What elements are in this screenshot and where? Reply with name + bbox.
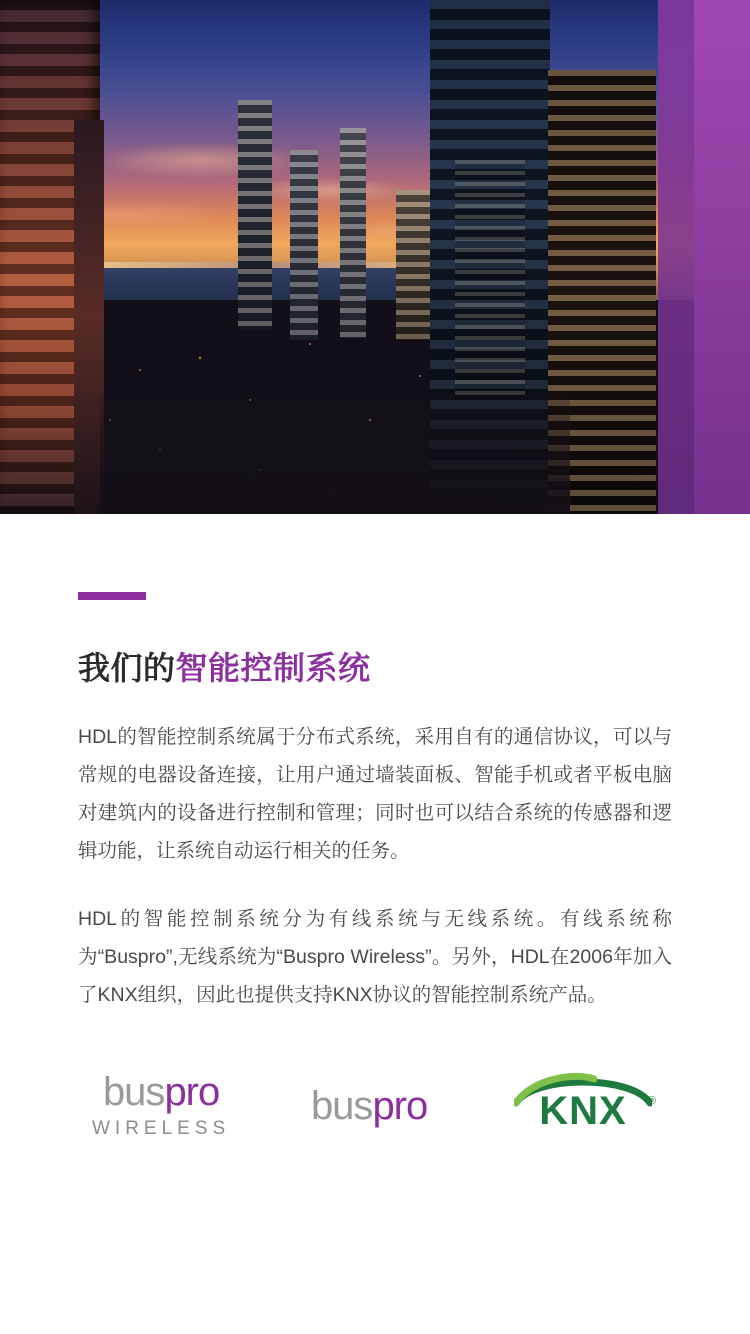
logo-row (78, 1069, 672, 1140)
skyscraper-a (238, 100, 272, 330)
buspro-word-bus: bus (310, 1083, 373, 1128)
buspro-wireless-subtitle: WIRELESS (92, 1117, 231, 1139)
buspro-wireless-word-bus: bus (102, 1069, 165, 1114)
body-paragraph-1: HDL的智能控制系统属于分布式系统，采用自有的通信协议，可以与常规的电器设备连接，让用户通过墙装面板、智能手机或者平板电脑对建筑内的设备进行控制和管理；同时也可以结合系统的传感器和逻辑功能，让系统自动运行相关的任务。 (78, 725, 672, 862)
skyscraper-center-glass (455, 160, 525, 400)
foreground-rooftops (100, 394, 570, 514)
knx-wordmark: KNX (539, 1088, 627, 1133)
buspro-wireless-wordmark (92, 1069, 230, 1114)
buspro-wordmark (310, 1083, 428, 1128)
skyscraper-d (396, 190, 430, 340)
page-title (78, 648, 672, 690)
accent-bar (78, 592, 146, 600)
content-section (0, 592, 750, 1140)
buspro-word-pro: pro (372, 1083, 428, 1128)
page-title-accent: 智能控制系统 (175, 650, 371, 686)
body-paragraph-2: HDL的智能控制系统分为有线系统与无线系统。有线系统称为“Buspro”,无线系统为“Buspro Wireless”。另外，HDL在2006年加入了KNX组织，因此也提供支持KNX协议的智能控制系统产品。 (78, 907, 672, 1006)
hero-image (0, 0, 750, 514)
buspro-wireless-logo (92, 1069, 231, 1140)
page-title-prefix: 我们的 (78, 650, 176, 686)
buspro-logo (310, 1083, 428, 1128)
buspro-wireless-word-pro: pro (164, 1069, 220, 1114)
purple-overlay-panel-inner (694, 0, 750, 514)
skyscraper-c (340, 128, 366, 338)
skyscraper-b (290, 150, 318, 340)
knx-registered-mark: ® (647, 1094, 656, 1107)
knx-logo (508, 1073, 658, 1139)
